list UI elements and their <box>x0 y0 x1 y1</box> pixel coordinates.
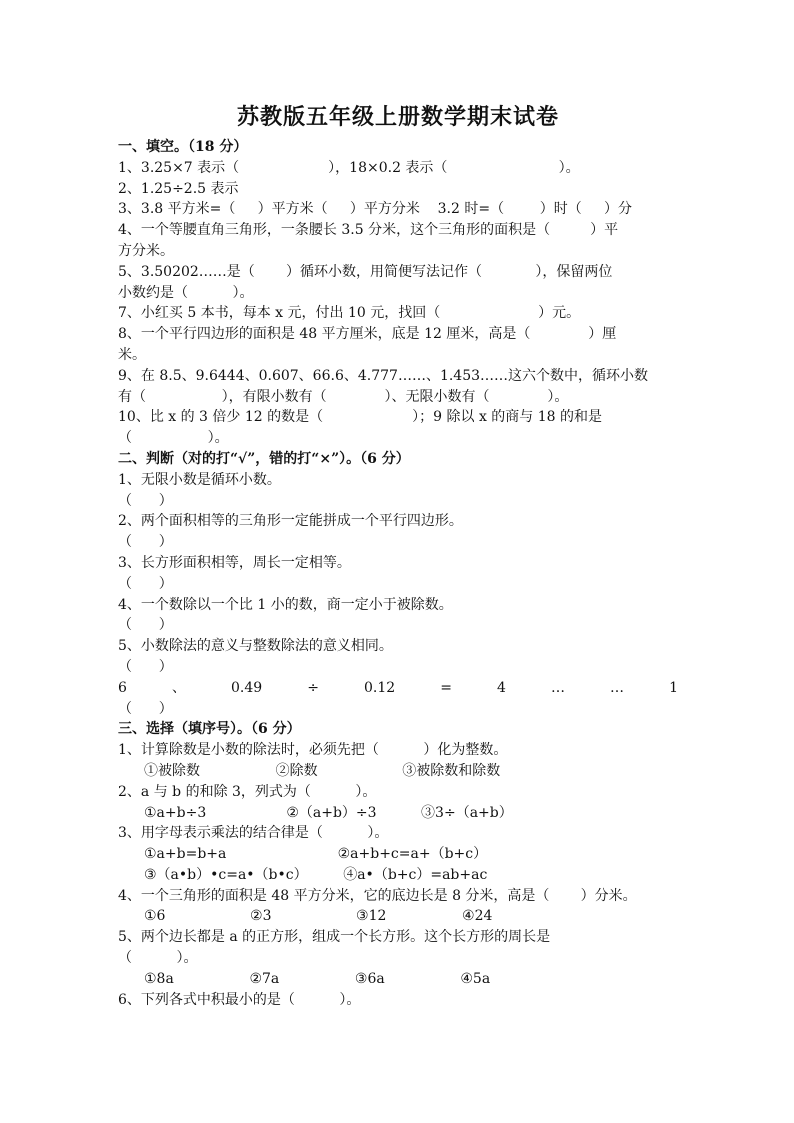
choice-question: 5、两个边长都是 a 的正方形，组成一个长方形。这个长方形的周长是 <box>118 929 551 946</box>
spread-token: 0.49 <box>231 679 263 696</box>
judge-answer-blank: （ ） <box>118 700 173 717</box>
choice-options: ①a+b=b+a ②a+b+c=a+（b+c） <box>144 846 488 863</box>
choice-options: ①6 ②3 ③12 ④24 <box>144 908 493 925</box>
judge-question: 1、无限小数是循环小数。 <box>118 471 281 488</box>
choice-question-continued: （ ）。 <box>118 950 198 967</box>
fill-line: 4、一个等腰直角三角形，一条腰长 3.5 分米，这个三角形的面积是（ ）平 <box>118 222 619 239</box>
spread-token: 0.12 <box>364 679 396 696</box>
choice-question: 2、a 与 b 的和除 3，列式为（ ）。 <box>118 783 377 800</box>
fill-line: 小数约是（ ）。 <box>118 284 254 301</box>
spread-token: 6 <box>118 679 127 696</box>
choice-question: 3、用字母表示乘法的结合律是（ ）。 <box>118 825 389 842</box>
spread-token: 、 <box>171 679 186 696</box>
judge-question: 3、长方形面积相等，周长一定相等。 <box>118 554 351 571</box>
judge-answer-blank: （ ） <box>118 658 173 675</box>
choice-question: 6、下列各式中积最小的是（ ）。 <box>118 991 361 1008</box>
spread-token: … <box>550 679 565 696</box>
judge-answer-blank: （ ） <box>118 575 173 592</box>
fill-line: 8、一个平行四边形的面积是 48 平方厘米，底是 12 厘米，高是（ ）厘 <box>118 326 617 343</box>
choice-options: ①被除数 ②除数 ③被除数和除数 <box>144 762 501 779</box>
fill-line: 5、3.50202……是（ ）循环小数，用简便写法记作（ ），保留两位 <box>118 263 613 280</box>
spread-token: … <box>610 679 625 696</box>
judge-answer-blank: （ ） <box>118 617 173 634</box>
fill-line: 2、1.25÷2.5 表示 <box>118 180 239 197</box>
judge-question-spread <box>118 678 678 699</box>
choice-options: ①a+b÷3 ②（a+b）÷3 ③3÷（a+b） <box>144 804 513 821</box>
spread-token: 1 <box>669 679 678 696</box>
fill-line: 7、小红买 5 本书，每本 x 元，付出 10 元，找回（ ）元。 <box>118 305 581 322</box>
judge-answer-blank: （ ） <box>118 492 173 509</box>
judge-question: 4、一个数除以一个比 1 小的数，商一定小于被除数。 <box>118 596 453 613</box>
fill-line: 有（ ），有限小数有（ ）、无限小数有（ ）。 <box>118 388 569 405</box>
fill-line: 10、比 x 的 3 倍少 12 的数是（ ）；9 除以 x 的商与 18 的和是 <box>118 409 603 426</box>
judge-answer-blank: （ ） <box>118 534 173 551</box>
spread-token: 4 <box>497 679 506 696</box>
fill-line: （ ）。 <box>118 430 229 447</box>
choice-options: ③（a•b）•c=a•（b•c） ④a•（b+c）=ab+ac <box>144 866 488 883</box>
fill-line: 方分米。 <box>118 242 174 259</box>
fill-line: 米。 <box>118 346 146 363</box>
choice-options: ①8a ②7a ③6a ④5a <box>144 970 491 987</box>
fill-line: 1、3.25×7 表示（ ），18×0.2 表示（ ）。 <box>118 159 580 176</box>
section-heading: 二、判断（对的打“√”，错的打“×”）。（6 分） <box>118 450 410 467</box>
section-heading: 三、选择（填序号）。（6 分） <box>118 721 301 738</box>
spread-token: = <box>440 679 452 696</box>
fill-line: 3、3.8 平方米=（ ）平方米（ ）平方分米 3.2 时=（ ）时（ ）分 <box>118 201 632 218</box>
exam-title: 苏教版五年级上册数学期末试卷 <box>236 104 559 130</box>
section-choice <box>118 719 678 1010</box>
fill-line: 9、在 8.5、9.6444、0.607、66.6、4.777……、1.453……这六个数中，循环小数 <box>118 367 649 384</box>
section-judge <box>118 449 678 719</box>
section-heading: 一、填空。（18 分） <box>118 139 248 155</box>
exam-page <box>118 100 678 1010</box>
judge-question: 2、两个面积相等的三角形一定能拼成一个平行四边形。 <box>118 513 463 530</box>
spread-token: ÷ <box>307 679 319 696</box>
choice-question: 1、计算除数是小数的除法时，必须先把（ ）化为整数。 <box>118 742 508 759</box>
choice-question: 4、一个三角形的面积是 48 平方分米，它的底边长是 8 分米，高是（ ）分米。 <box>118 887 637 904</box>
judge-question: 5、小数除法的意义与整数除法的意义相同。 <box>118 638 393 655</box>
section-fill-blank <box>118 137 678 449</box>
